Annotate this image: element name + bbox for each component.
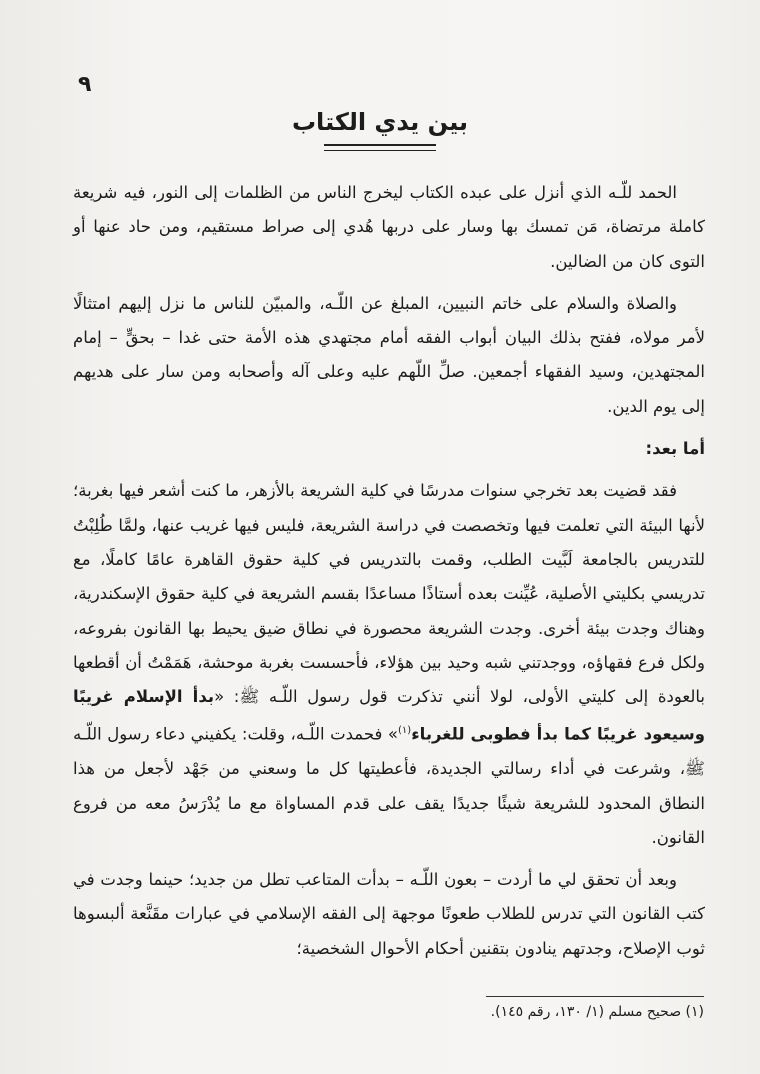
title-underline (324, 144, 436, 151)
title-block (0, 108, 760, 151)
section-heading: أما بعد: (645, 439, 705, 459)
page-number: ٩ (78, 72, 92, 97)
footnote: (١) صحيح مسلم (١/ ١٣٠، رقم ١٤٥). (490, 1004, 704, 1020)
paragraph-3-part-2: » فحمدت اللّـه، وقلت: يكفيني دعاء رسول اللّـه ﷺ، وشرعت في أداء رسالتي الجديدة، فأعطيتها كل ما وسعني من جَهْد لأجعل من هذا النطاق المحدود للشريعة شيئًا جديدًا يقف على قدم المساواة مع ما يُدْرَسُ معه من فروع القانون. (73, 724, 705, 847)
paragraph-4: وبعد أن تحقق لي ما أردت – بعون اللّـه – بدأت المتاعب تطل من جديد؛ حينما وجدت في كتب القانون التي تدرس للطلاب طعونًا موجهة إلى الفقه الإسلامي في عبارات مقَنَّعة ألبسوها ثوب الإصلاح، وجدتهم ينادون بتقنين أحكام الأحوال الشخصية؛ (73, 870, 705, 958)
paragraph-2: والصلاة والسلام على خاتم النبيين، المبلغ عن اللّـه، والمبيّن للناس ما نزل إليهم امتثالًا لأمر مولاه، ففتح بذلك البيان أبواب الفقه أمام مجتهدي هذه الأمة حتى غدا – بحقٍّ – إمام المجتهدين، وسيد الفقهاء أجمعين. صلِّ اللّهم عليه وعلى آله وأصحابه ومن سار على هديهم إلى يوم الدين. (73, 293, 705, 416)
chapter-title: بين يدي الكتاب (291, 108, 469, 136)
paragraph-3 (73, 474, 705, 855)
hadith-quote: بدأ الإسلام غريبًا وسيعود غريبًا كما بدأ فطوبى للغرباء (73, 687, 705, 744)
footnote-marker: (١) (398, 725, 412, 737)
paragraph-3-part-1: فقد قضيت بعد تخرجي سنوات مدرسًا في كلية الشريعة بالأزهر، ما كنت أشعر فيها بغربة؛ لأنها البيئة التي تعلمت فيها وتخصصت في دراسة الشريعة، فليس فيها غريب عنها، ولمَّا طُلِبْتُ للتدريس بالجامعة لَبَّيت الطلب، وقمت بالتدريس في كلية حقوق القاهرة عامًا كاملًا، مع تدريسي بكليتي الأصلية، عُيِّنت بعده أستاذًا مساعدًا بقسم الشريعة في كلية حقوق الإسكندرية، وهناك وجدت بيئة أخرى. وجدت الشريعة محصورة في نطاق ضيق يحيط بها القانون بفروعه، ولكل فرع فقهاؤه، ووجدتني شبه وحيد بين هؤلاء، فأحسست بغربة موحشة، هَمَمْتُ أن أقطعها بالعودة إلى كليتي الأولى، لولا أنني تذكرت قول رسول اللّـه ﷺ: « (73, 481, 705, 707)
footnote-divider (486, 996, 704, 997)
paragraph-1: الحمد للّـه الذي أنزل على عبده الكتاب ليخرج الناس من الظلمات إلى النور، فيه شريعة كاملة مرتضاة، مَن تمسك بها وسار على دربها هُدي إلى صراط مستقيم، ومن حاد عنها أو التوى كان من الضالين. (73, 183, 705, 271)
body-text (73, 176, 705, 974)
